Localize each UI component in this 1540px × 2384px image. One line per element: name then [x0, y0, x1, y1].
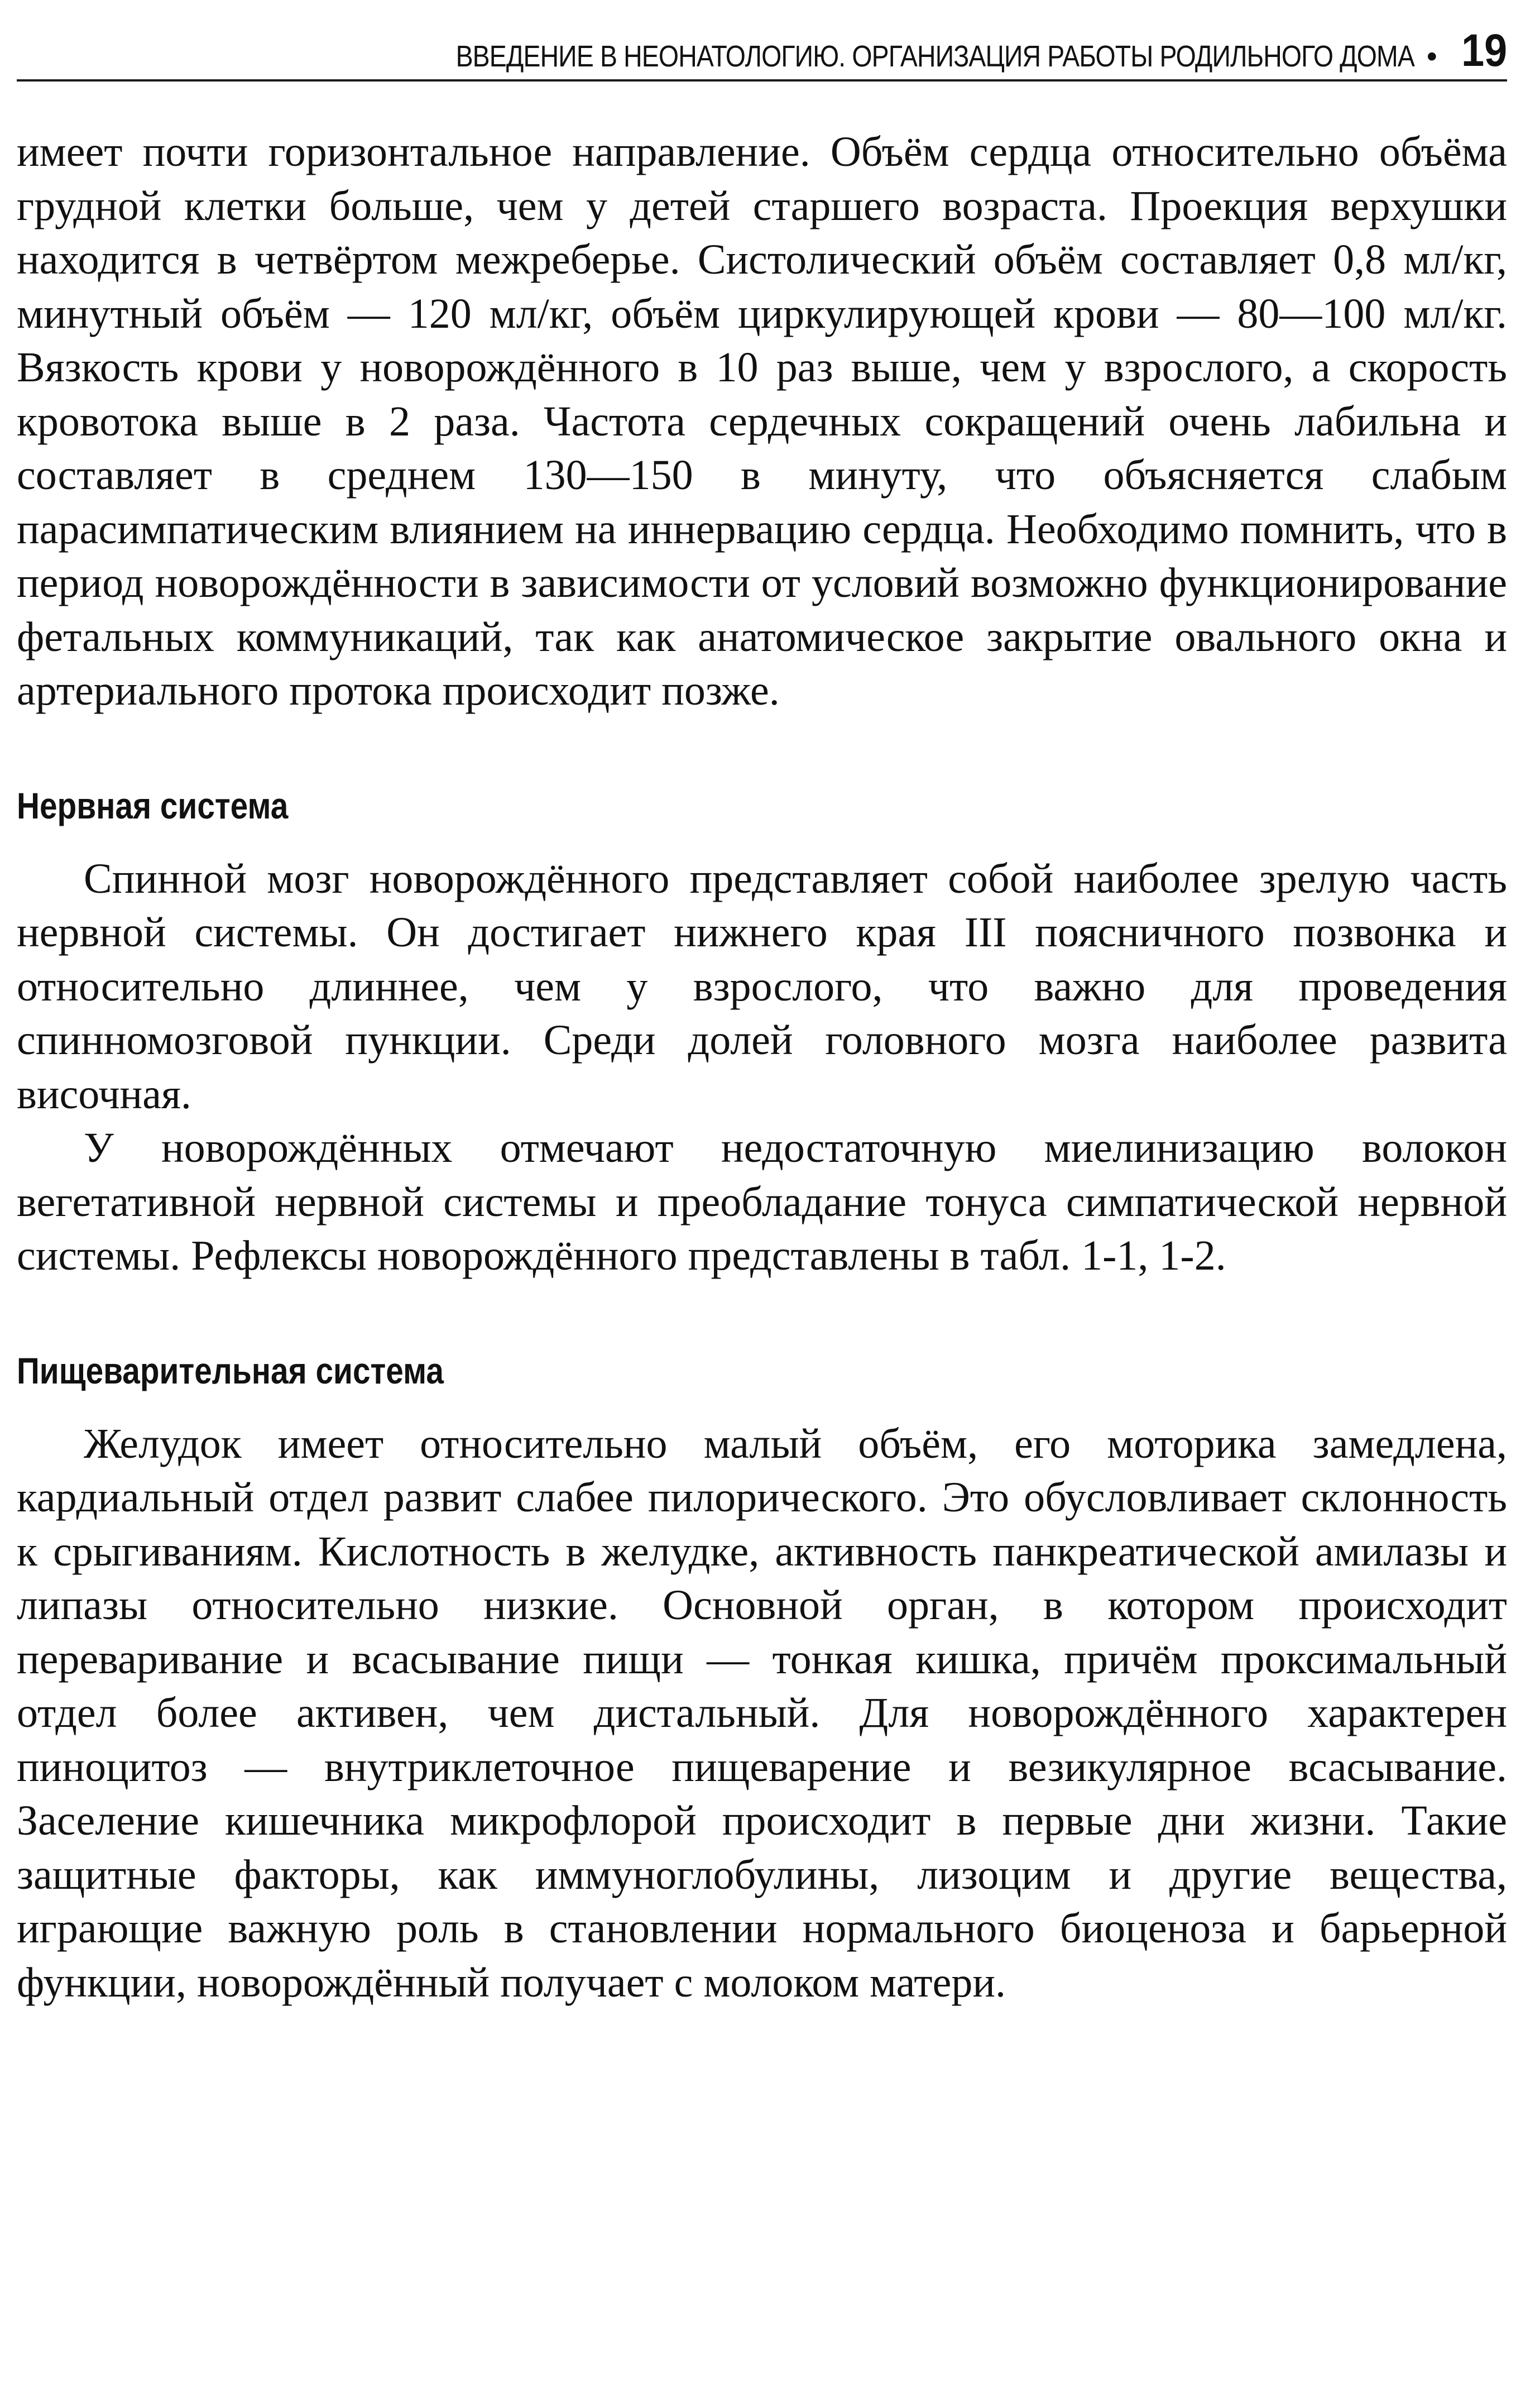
intro-paragraph: имеет почти горизонтальное направление. Объём сердца относительно объёма грудной клетки больше, чем у детей старшего возраста. Проекция верхушки находится в четвёртом межреберье. Систолический объём составляет 0,8 мл/кг, минутный объём — 120 мл/кг, объём циркулирующей крови — 80—100 мл/кг. Вязкость крови у новорождённого в 10 раз выше, чем у взрослого, а скорость кровотока выше в 2 раза. Частота сердечных сокращений очень лабильна и составляет в среднем 130—150 в минуту, что объясняется слабым парасимпатическим влиянием на иннервацию сердца. Необходимо помнить, что в период новорождённости в зависимости от условий возможно функционирование фетальных коммуникаций, так как анатомическое закрытие овального окна и артериального протока происходит позже.: [17, 128, 1507, 714]
nervous-system-heading: Нервная система: [17, 784, 289, 826]
running-title: ВВЕДЕНИЕ В НЕОНАТОЛОГИЮ. ОРГАНИЗАЦИЯ РАБОТЫ РОДИЛЬНОГО ДОМА: [455, 40, 1414, 73]
running-header: [17, 22, 1507, 82]
page-body: [17, 125, 1507, 2009]
digestive-system-heading: Пищеварительная система: [17, 1349, 444, 1391]
page-number: 19: [1461, 25, 1507, 76]
digestive-system-paragraph-1: Желудок имеет относительно малый объём, его моторика замедлена, кардиальный отдел развит слабее пилорического. Это обусловливает склонность к срыгиваниям. Кислотность в желудке, активность панкреатической амилазы и липазы относительно низкие. Основной орган, в котором происходит переваривание и всасывание пищи — тонкая кишка, причём проксимальный отдел более активен, чем дистальный. Для новорождённого характерен пиноцитоз — внутриклеточное пищеварение и везикулярное всасывание. Заселение кишечника микрофлорой происходит в первые дни жизни. Такие защитные факторы, как иммуноглобулины, лизоцим и другие вещества, играющие важную роль в становлении нормального биоценоза и барьерной функции, новорождённый получает с молоком матери.: [17, 1420, 1507, 2006]
book-page: [17, 22, 1507, 2009]
header-bullet: •: [1426, 40, 1437, 73]
nervous-system-paragraph-1: Спинной мозг новорождённого представляет собой наиболее зрелую часть нервной системы. Он достигает нижнего края III поясничного позвонка и относительно длиннее, чем у взрослого, что важно для проведения спинномозговой пункции. Среди долей головного мозга наиболее развита височная.: [17, 855, 1507, 1118]
nervous-system-paragraph-2: У новорождённых отмечают недостаточную миелинизацию волокон вегетативной нервной системы и преобладание тонуса симпатической нервной системы. Рефлексы новорождённого представлены в табл. 1-1, 1-2.: [17, 1124, 1507, 1279]
